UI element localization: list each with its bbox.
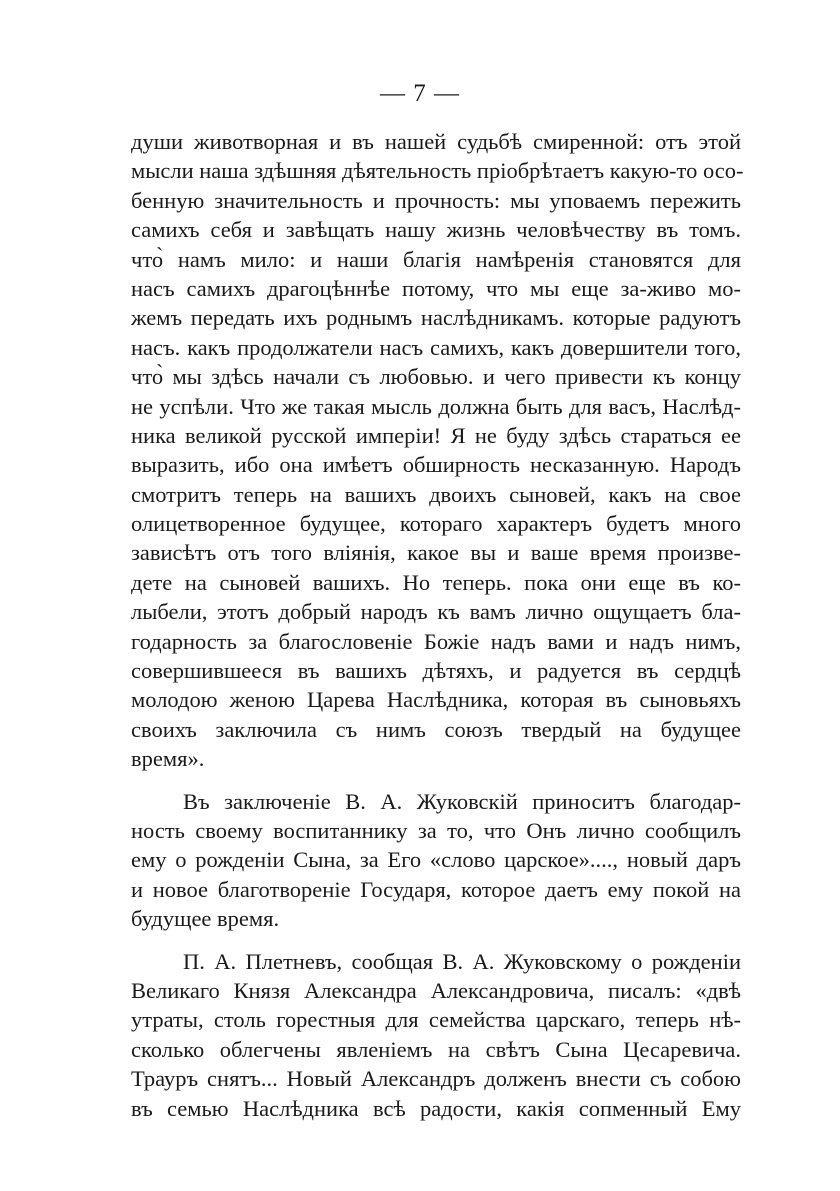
text-line: Трауръ снятъ... Новый Александръ долженъ внести съ собою (131, 1066, 741, 1092)
text-line: Великаго Князя Александра Александровича, писалъ: «двѣ (131, 977, 741, 1003)
text-line: насъ. какъ продолжатели насъ самихъ, какъ довершители того, (131, 334, 741, 360)
text-line: смотритъ теперь на вашихъ двоихъ сыновей, какъ на свое (131, 481, 741, 507)
text-line: лыбели, этотъ добрый народъ къ вамъ лично ощущаетъ бла- (131, 599, 741, 625)
paragraph-pletnev (131, 947, 741, 1123)
text-line: самихъ себя и завѣщать нашу жизнь человѣчеству въ томъ. (131, 217, 741, 243)
text-line: ность своему воспитаннику за то, что Онъ лично сообщилъ (131, 817, 741, 843)
text-line: Въ заключеніе В. А. Жуковскій приноситъ благодар- (183, 788, 741, 814)
text-line: выразить, ибо она имѣетъ обширность несказанную. Народъ (131, 452, 741, 478)
text-line: что̀ намъ мило: и наши благія намѣренія становятся для (131, 246, 741, 272)
text-line: мысли наша здѣшняя дѣятельность пріобрѣтаетъ какую-то осо- (131, 158, 744, 184)
text-line: бенную значительность и прочность: мы уповаемъ пережить (131, 187, 741, 213)
text-line: годарность за благословеніе Божіе надъ вами и надъ нимъ, (131, 628, 741, 654)
body-text (131, 127, 744, 1123)
text-line: зависѣтъ отъ того вліянія, какое вы и ваше время произве- (131, 540, 741, 566)
page-number: — 7 — (380, 80, 460, 107)
text-line: своихъ заключила съ нимъ союзъ твердый на будущее (131, 716, 741, 742)
text-line: олицетворенное будущее, котораго характеръ будетъ много (131, 511, 741, 537)
text-line: молодою женою Царева Наслѣдника, которая въ сыновьяхъ (131, 687, 741, 713)
text-line: сколько облегчены явленіемъ на свѣтъ Сына Цесаревича. (131, 1036, 741, 1062)
text-line: ему о рожденіи Сына, за Его «слово царское»...., новый даръ (131, 847, 741, 873)
paragraph-zhukovsky (131, 787, 741, 934)
text-line: насъ самихъ драгоцѣннѣе потому, что мы еще за-живо мо- (131, 275, 741, 301)
text-line: совершившееся въ вашихъ дѣтяхъ, и радуется въ сердцѣ (131, 658, 741, 684)
text-line: утраты, столь горестныя для семейства царскаго, теперь нѣ- (131, 1007, 741, 1033)
text-line: время». (131, 746, 205, 772)
text-line: дете на сыновей вашихъ. Но теперь. пока они еще въ ко- (131, 569, 741, 595)
paragraph-letter-quote (131, 127, 744, 774)
text-line: что̀ мы здѣсь начали съ любовью. и чего привести къ концу (131, 364, 741, 390)
text-line: не успѣли. Что же такая мысль должна быть для васъ, Наслѣд- (131, 393, 741, 419)
text-line: будущее время. (131, 906, 280, 932)
text-line: души животворная и въ нашей судьбѣ смиренной: отъ этой (131, 129, 741, 154)
text-line: въ семью Наслѣдника всѣ радости, какія сопменный Ему (131, 1095, 741, 1121)
text-line: жемъ передать ихъ роднымъ наслѣдникамъ. которые радуютъ (131, 305, 741, 331)
text-line: и новое благотвореніе Государя, которое даетъ ему покой на (131, 876, 741, 902)
text-line: П. А. Плетневъ, сообщая В. А. Жуковскому о рожденіи (183, 948, 741, 974)
text-line: ника великой русской имперіи! Я не буду здѣсь стараться ее (131, 422, 741, 448)
